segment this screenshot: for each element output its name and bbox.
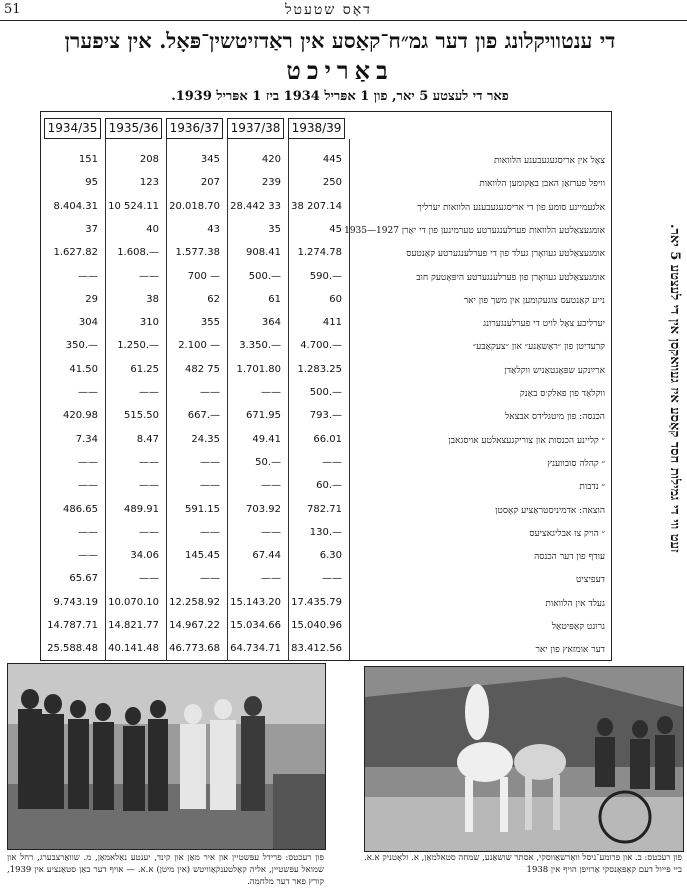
table-cell: ——	[261, 526, 281, 538]
table-cell: 40.141.48	[108, 643, 159, 655]
table-cell: ——	[322, 573, 342, 585]
table-cell: 1.701.80	[236, 363, 281, 375]
table-cell: 40	[146, 223, 159, 235]
table-cell: 62	[207, 293, 220, 305]
table-cell: 29	[85, 293, 98, 305]
row-label: קרעדיטן פון ״ראָשאַנע״ און ״צעקאַבע״	[472, 342, 605, 353]
row-label: וויפל פערזאַן האבן באַקומען הלוואות	[479, 179, 605, 190]
table-cell: ——	[200, 456, 220, 468]
year-header: 1937/38	[227, 118, 284, 139]
table-cell: 7.34	[75, 433, 98, 445]
table-cell: 60.—	[316, 480, 342, 492]
table-cell: ——	[78, 456, 98, 468]
table-cell: ——	[261, 387, 281, 398]
table-cell: 20.018.70	[169, 200, 220, 212]
table-cell: 515.50	[124, 410, 159, 422]
table-cell: 24.35	[191, 433, 220, 445]
table-cell: 445	[322, 154, 342, 165]
table-cell: ——	[261, 480, 281, 492]
table-cell: 17.435.79	[291, 596, 342, 608]
row-label: ווקלאַד פון פאלק׳ס באַנק	[519, 389, 605, 399]
table-cell: ——	[261, 573, 281, 585]
table-cell: 28.442 33	[230, 200, 281, 212]
side-caption: זעט ווי די גמילות חסד קאַסע איז געוואקסן אין די לעצטע 5 יאר.	[667, 223, 682, 553]
table-cell: 489.91	[124, 503, 159, 515]
row-label: ״ הויק צו אבליגאציעס	[529, 528, 605, 539]
photo-left	[7, 663, 326, 850]
table-cell: 1.608.—	[117, 247, 159, 259]
table-cell: 3.350.—	[239, 340, 281, 352]
table-cell: 8.404.31	[53, 200, 98, 212]
row-label: עודף פון דער הכנסה	[534, 552, 605, 563]
table-cell: ——	[78, 550, 98, 562]
table-cell: 345	[200, 154, 220, 165]
row-label: ארײַנקע שפּאָנטאַניש ווקלאַדן	[504, 365, 605, 376]
table-cell: ——	[322, 456, 342, 468]
table-cell: 1.627.82	[53, 247, 98, 259]
table-cell: ——	[200, 573, 220, 585]
table-cell: 250	[322, 177, 342, 189]
table-cell: 10 524.11	[108, 200, 159, 212]
table-cell: 15.143.20	[230, 596, 281, 608]
table-cell: 14.967.22	[169, 620, 220, 631]
table-cell: 83.412.56	[291, 643, 342, 655]
row-label: הוצאה: אדמיניסטראַציע קאָסטן	[495, 505, 605, 516]
year-header: 1936/37	[166, 118, 223, 139]
table-cell: 65.67	[69, 573, 98, 585]
table-cell: 95	[85, 177, 98, 189]
table-cell: 145.45	[185, 550, 220, 562]
table-cell: 793.—	[309, 410, 342, 422]
table-cell: 38 207.14	[291, 200, 342, 212]
row-label: יערליכע צאָל לויט די פערלענגערונג	[483, 319, 605, 330]
table-cell: 1.283.25	[297, 363, 342, 375]
table-cell: 49.41	[252, 433, 281, 445]
article-subtitle: באַריכט	[286, 56, 394, 85]
table-cell: 6.30	[319, 550, 342, 562]
table-cell: 4.700.—	[300, 340, 342, 352]
table-cell: ——	[139, 456, 159, 468]
table-cell: 8.47	[136, 433, 159, 445]
table-cell: 46.773.68	[169, 643, 220, 655]
photo-right	[364, 666, 684, 852]
report-period: פאר די לעצטע 5 יאר, פון 1 אפּריל 1934 ביז 1 אפּריל 1939.	[171, 89, 509, 104]
table-cell: 310	[139, 317, 159, 329]
table-cell: ——	[139, 387, 159, 398]
table-cell: ——	[139, 573, 159, 585]
row-label: הכנסה: פון מיטגלידס אבצאל	[505, 412, 605, 423]
table-cell: 420.98	[63, 410, 98, 422]
column-divider	[349, 139, 350, 660]
table-cell: ——	[78, 270, 98, 282]
table-cell: 25.588.48	[47, 643, 98, 655]
row-label: אומגעצאַלטע געוואָרן געלד פון די פערלענגערטע קאַנטעס	[406, 249, 605, 260]
row-label: ״ קליינע הכנסות און צוריקגעצאלטע אויסגאבן	[448, 435, 605, 446]
table-cell: 43	[207, 223, 220, 235]
table-cell: 61	[268, 293, 281, 305]
article-title: די ענטוויקלונג פון דער גמ״ח־קאַסע אין ראַדזיטשין־פּאָל. אין ציפערן	[64, 28, 616, 53]
table-cell: 207	[200, 177, 220, 189]
table-cell: 486.65	[63, 503, 98, 515]
table-cell: 66.01	[313, 433, 342, 445]
table-cell: ——	[139, 526, 159, 538]
table-cell: 355	[200, 317, 220, 329]
row-label: גרונט קאַפּיטאַל	[551, 622, 605, 632]
row-label: דער אומזאץ פון יאר	[535, 645, 605, 656]
row-label: ״ קהלה סובווענץ	[547, 458, 605, 469]
table-cell: ——	[78, 526, 98, 538]
table-cell: 671.95	[246, 410, 281, 422]
row-label: אומגעצאַלטע הלוואות פערלענגערטע טערמינען פון די יאָרן 1927—1935	[344, 225, 605, 236]
running-header: דאָס שטעטל	[285, 2, 372, 18]
group-portrait-image	[8, 664, 325, 849]
row-label: געלד אין הלוואות	[545, 598, 605, 609]
table-cell: ——	[78, 480, 98, 492]
table-cell: 364	[261, 317, 281, 329]
table-cell: 9.743.19	[53, 596, 98, 608]
table-cell: 208	[139, 154, 159, 165]
table-cell: 500.—	[309, 387, 342, 398]
table-cell: 350.—	[65, 340, 98, 352]
table-cell: 34.06	[130, 550, 159, 562]
table-cell: ——	[78, 387, 98, 398]
table-cell: 304	[78, 317, 98, 329]
table-cell: 700 —	[187, 270, 220, 282]
table-cell: 239	[261, 177, 281, 189]
table-cell: ——	[200, 480, 220, 492]
table-cell: 590.—	[309, 270, 342, 282]
table-cell: 64.734.71	[230, 643, 281, 655]
table-cell: 60	[329, 293, 342, 305]
table-cell: 908.41	[246, 247, 281, 259]
table-cell: 35	[268, 223, 281, 235]
table-cell: 130.—	[309, 526, 342, 538]
row-label: אלגעמיינע סומע פון די אריסגעגעבענע הלוואות יערליך	[417, 202, 605, 213]
table-cell: ——	[139, 270, 159, 282]
table-cell: 667.—	[187, 410, 220, 422]
horse-cart-image	[365, 667, 683, 851]
table-cell: 45	[329, 223, 342, 235]
photo-right-caption: פון רעכטס: ב. און פרומע־ניסל וואַרשאַווסקי, אסתר שושאַנע, שמחה סטאלמאַן, א. זלאָטניק א.א. ביי פּייול דעם קאַפּאַנסקי אַרויפן הויף אין 1938	[364, 853, 682, 875]
table-cell: 1.577.38	[175, 247, 220, 259]
table-cell: 1.250.—	[117, 340, 159, 352]
table-cell: 591.15	[185, 503, 220, 515]
table-cell: 482 75	[185, 363, 220, 375]
year-header: 1935/36	[105, 118, 162, 139]
row-label: נייע קאַנטעס צוגעקומען אין משך פון יאר	[463, 295, 605, 306]
table-cell: 151	[78, 154, 98, 165]
table-cell: 61.25	[130, 363, 159, 375]
table-cell: 500.—	[248, 270, 281, 282]
table-cell: 38	[146, 293, 159, 305]
table-cell: 1.274.78	[297, 247, 342, 259]
table-cell: ——	[200, 526, 220, 538]
table-cell: 14.821.77	[108, 620, 159, 631]
table-cell: 411	[322, 317, 342, 329]
page-number: 51	[4, 2, 21, 17]
photo-left-caption: פון רעכטס: פרידל עפּשטיין און איר מאַן און קינד, יענטע נאַלאמאַן, מ. שוואַרצבערג, רחל און שמואל עפּשטיין, אליה קאַלטענקאַוויטש (אין מיטן) א.א. — אויף דער באַן סטאַנציע אין 1939, קורץ פאר דער מלחמה.	[7, 853, 324, 887]
table-cell: 12.258.92	[169, 596, 220, 608]
row-label: דעפיציט	[575, 575, 605, 586]
table-cell: 50.—	[255, 456, 281, 468]
year-header: 1934/35	[44, 118, 101, 139]
row-label: צאָל אין אריסגעגעבענע הלוואות	[493, 156, 605, 166]
table-cell: 37	[85, 223, 98, 235]
table-cell: ——	[139, 480, 159, 492]
header-rule	[0, 20, 687, 21]
table-cell: 782.71	[307, 503, 342, 515]
table-cell: 41.50	[69, 363, 98, 375]
table-cell: 703.92	[246, 503, 281, 515]
table-cell: 420	[261, 154, 281, 165]
row-label: אומגעצאַלטע געוואָרן פון פערלענגערטע היפּאָטעק חוב	[416, 272, 605, 283]
year-header: 1938/39	[288, 118, 345, 139]
table-cell: 14.787.71	[47, 620, 98, 631]
statistics-table	[40, 111, 612, 661]
table-cell: 10.070.10	[108, 596, 159, 608]
row-label: ״ נדבות	[579, 482, 605, 493]
table-cell: 2.100 —	[178, 340, 220, 352]
table-cell: 15.034.66	[230, 620, 281, 631]
table-cell: 67.44	[252, 550, 281, 562]
table-cell: ——	[200, 387, 220, 398]
table-cell: 123	[139, 177, 159, 189]
table-cell: 15.040.96	[291, 620, 342, 631]
